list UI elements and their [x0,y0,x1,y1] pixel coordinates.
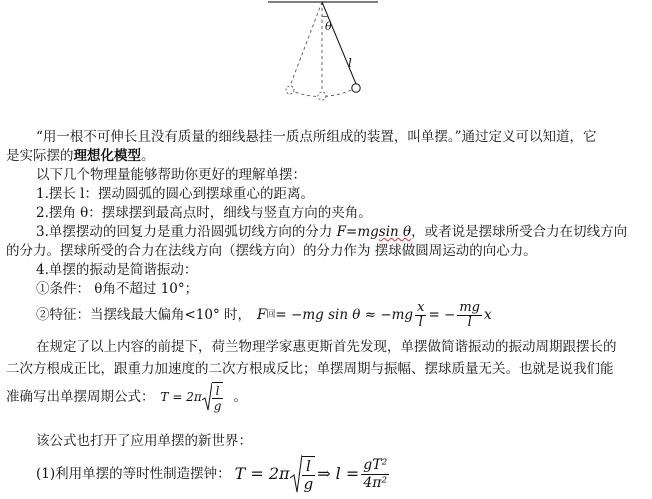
sqrt-numerator: l [302,458,316,476]
x-over-l-fraction [415,301,426,330]
feature-line [36,300,652,330]
huygens-text-1: 在规定了以上内容的前提下，荷兰物理学家惠更斯首先发现，单摆做简谐振动的振动周期跟摆长的 [36,339,617,355]
clock-formula-T: T = 2π [234,464,290,483]
new-world-line [36,432,652,450]
period-formula-line [6,380,652,414]
length-numerator: gT² [363,456,388,473]
sqrt-sign-icon [202,382,212,412]
intro-text: 以下几个物理量能够帮助你更好的理解单摆： [36,167,306,183]
item-1-text: 1.摆长 l：摆动圆弧的圆心到摆球重心的距离。 [36,186,314,202]
definition-line-2 [6,147,652,165]
clock-sqrt-fraction [302,456,316,493]
sqrt-numerator: l [212,384,224,399]
item-3-text: 3.单摆摆动的回复力是重力沿圆弧切线方向的分力 [36,224,337,240]
mg-over-l-fraction [457,301,482,330]
sqrt-denominator: g [303,474,314,493]
pendulum-figure [268,0,388,108]
huygens-line-1 [36,338,652,356]
item-3-line [36,223,652,241]
length-label: l [348,56,352,70]
huygens-text-2: 二次方根成正比，跟重力加速度的二次方根成反比；单摆周期与振幅、摆球质量无关。也就是说我们能 [6,361,614,377]
clock-formula-line [36,452,652,496]
theta-label: θ [325,20,332,33]
fraction-denominator: l [418,314,423,330]
length-denominator: 4π² [363,474,388,491]
item-4-line [36,261,652,279]
restoring-formula-mid: = −mg sin θ ≈ −mg [275,307,414,323]
new-world-text: 该公式也打开了应用单摆的新世界： [36,433,252,449]
fraction-denominator: l [467,314,472,330]
length-fraction [361,457,389,492]
definition-text-cont: 是实际摆的 [6,148,74,164]
item-2-line [36,204,652,222]
restoring-formula-eq: = − [428,307,456,323]
item-3-text-2: 的分力。摆球所受的合力在法线方向（摆线方向）的分力作为 摆球做圆周运动的向心力。 [6,243,537,259]
restoring-force-symbol: F [257,307,267,323]
sqrt-sign-icon [290,454,302,494]
clock-formula-intro: (1)利用单摆的等时性制造摆钟： [36,466,231,482]
intro-line [36,166,652,184]
feature-text: ②特征：当摆线最大偏角<10° 时， [36,307,252,323]
item-3-line-2 [6,242,652,260]
fraction-numerator: x [417,299,425,315]
clock-sqrt [290,454,318,494]
item-4-text: 4.单摆的振动是简谐振动： [36,262,198,278]
force-formula-sin: sin θ [378,224,412,240]
item-3-text-cont: ，或者说是摆球所受合力在切线方向 [411,224,628,240]
sqrt-l-over-g [202,382,226,413]
implies-arrow: ⇒ l = [317,464,360,483]
sqrt-denominator: g [213,398,222,413]
period-formula-T: T = 2π [160,390,202,404]
pendulum-diagram [268,0,388,108]
definition-line-1 [36,128,652,146]
restoring-formula-end: x [484,307,492,323]
huygens-line-2 [6,360,652,378]
period-formula-intro: 准确写出单摆周期公式： [6,389,155,405]
definition-text: “用一根不可伸长且没有质量的细线悬挂一质点所组成的装置，叫单摆。”通过定义可以知道，它 [36,129,597,145]
condition-line [36,280,652,298]
sqrt-fraction [212,382,224,413]
item-1-line [36,185,652,203]
period-mark: 。 [141,148,155,164]
fraction-numerator: mg [459,299,481,315]
item-2-text: 2.摆角 θ：摆球摆到最高点时，细线与竖直方向的夹角。 [36,205,372,221]
restoring-subscript: 回 [266,310,276,320]
period-formula-end: 。 [233,389,247,405]
force-formula-part: F=mg [336,224,379,240]
condition-text: ①条件： θ角不超过 10°； [36,281,199,297]
ideal-model-term: 理想化模型 [73,148,141,164]
